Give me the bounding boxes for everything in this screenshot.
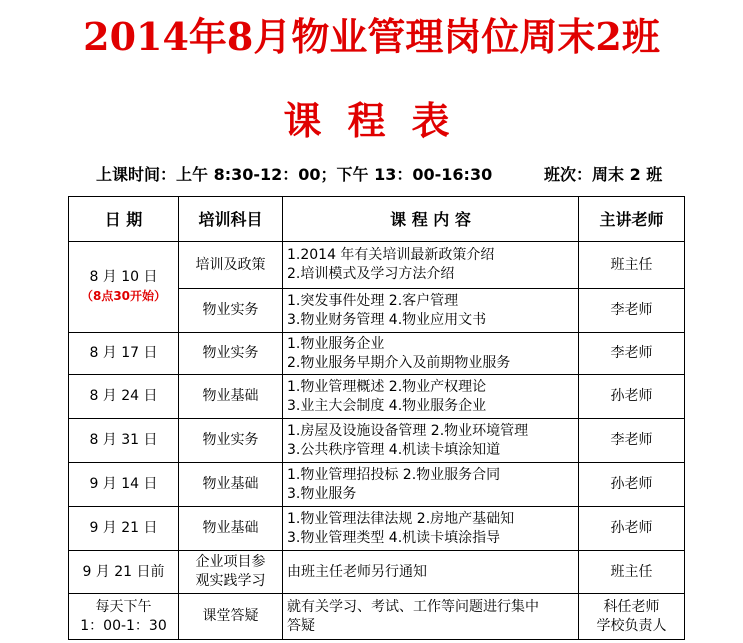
class-name: 班次：周末 2 班 [544, 165, 663, 184]
header-subject: 培训科目 [179, 197, 283, 242]
header-content: 课 程 内 容 [283, 197, 579, 242]
table-row [69, 419, 685, 463]
page-subtitle: 课程表 [283, 98, 476, 143]
date-line: 每天下午 [95, 598, 152, 615]
content-line: 3.物业财务管理 4.物业应用文书 [287, 311, 487, 328]
content-line: 3.物业管理类型 4.机读卡填涂指导 [287, 529, 501, 546]
table-row [69, 375, 685, 419]
page-title: 2014年8月物业管理岗位周末2班 [83, 14, 660, 59]
content-cell: 由班主任老师另行通知 [283, 551, 579, 594]
teacher-cell: 孙老师 [579, 375, 685, 419]
content-line: 就有关学习、考试、工作等问题进行集中 [287, 598, 539, 615]
subject-line: 企业项目参 [195, 554, 266, 570]
date-cell: 9 月 21 日前 [69, 551, 179, 594]
subject-cell: 物业实务 [179, 333, 283, 375]
teacher-cell: 班主任 [579, 242, 685, 289]
teacher-cell: 李老师 [579, 419, 685, 463]
teacher-line: 学校负责人 [596, 617, 667, 634]
subject-cell: 物业实务 [179, 419, 283, 463]
subject-cell: 物业实务 [179, 289, 283, 333]
subject-cell: 物业基础 [179, 463, 283, 507]
schedule-table [68, 196, 685, 640]
date-cell: 9 月 14 日 [69, 463, 179, 507]
teacher-cell: 李老师 [579, 289, 685, 333]
date-cell: 8 月 17 日 [69, 333, 179, 375]
subject-cell [179, 551, 283, 594]
content-line: 答疑 [287, 617, 315, 634]
content-line: 1.物业管理招投标 2.物业服务合同 [287, 466, 501, 483]
class-time: 上课时间：上午 8:30-12：00；下午 13：00-16:30 [96, 165, 493, 184]
content-line: 1.物业管理概述 2.物业产权理论 [287, 378, 487, 395]
content-cell [283, 419, 579, 463]
content-cell [283, 333, 579, 375]
content-line: 3.业主大会制度 4.物业服务企业 [287, 397, 487, 414]
date-line: 1：00-1：30 [80, 617, 167, 634]
content-cell [283, 594, 579, 640]
date-cell: 8 月 24 日 [69, 375, 179, 419]
content-line: 1.物业管理法律法规 2.房地产基础知 [287, 510, 515, 527]
date-text: 8 月 10 日 [89, 269, 158, 285]
content-line: 3.物业服务 [287, 485, 357, 502]
content-line: 1.突发事件处理 2.客户管理 [287, 292, 459, 309]
table-row [69, 507, 685, 551]
subject-cell: 课堂答疑 [179, 594, 283, 640]
subject-line: 观实践学习 [195, 573, 266, 589]
content-cell [283, 242, 579, 289]
date-note: （8点30开始） [80, 289, 167, 303]
table-row [69, 333, 685, 375]
content-cell [283, 375, 579, 419]
subject-cell: 物业基础 [179, 375, 283, 419]
table-row [69, 594, 685, 640]
header-date: 日 期 [69, 197, 179, 242]
teacher-cell: 孙老师 [579, 463, 685, 507]
content-cell [283, 463, 579, 507]
content-cell [283, 289, 579, 333]
content-line: 2.物业服务早期介入及前期物业服务 [287, 354, 511, 371]
table-row [69, 463, 685, 507]
content-line: 1.2014 年有关培训最新政策介绍 [287, 247, 495, 263]
content-line: 1.物业服务企业 [287, 335, 385, 352]
content-line: 3.公共秩序管理 4.机读卡填涂知道 [287, 441, 501, 458]
header-teacher: 主讲老师 [579, 197, 685, 242]
content-line: 2.培训模式及学习方法介绍 [287, 266, 455, 282]
teacher-line: 科任老师 [603, 598, 660, 615]
teacher-cell [579, 594, 685, 640]
teacher-cell: 班主任 [579, 551, 685, 594]
table-row [69, 551, 685, 594]
content-line: 1.房屋及设施设备管理 2.物业环境管理 [287, 422, 529, 439]
subject-cell: 培训及政策 [179, 242, 283, 289]
subject-cell: 物业基础 [179, 507, 283, 551]
content-cell [283, 507, 579, 551]
table-row [69, 242, 685, 289]
date-cell [69, 242, 179, 333]
date-cell: 8 月 31 日 [69, 419, 179, 463]
table-header-row [69, 197, 685, 242]
teacher-cell: 孙老师 [579, 507, 685, 551]
date-cell: 9 月 21 日 [69, 507, 179, 551]
teacher-cell: 李老师 [579, 333, 685, 375]
date-cell [69, 594, 179, 640]
